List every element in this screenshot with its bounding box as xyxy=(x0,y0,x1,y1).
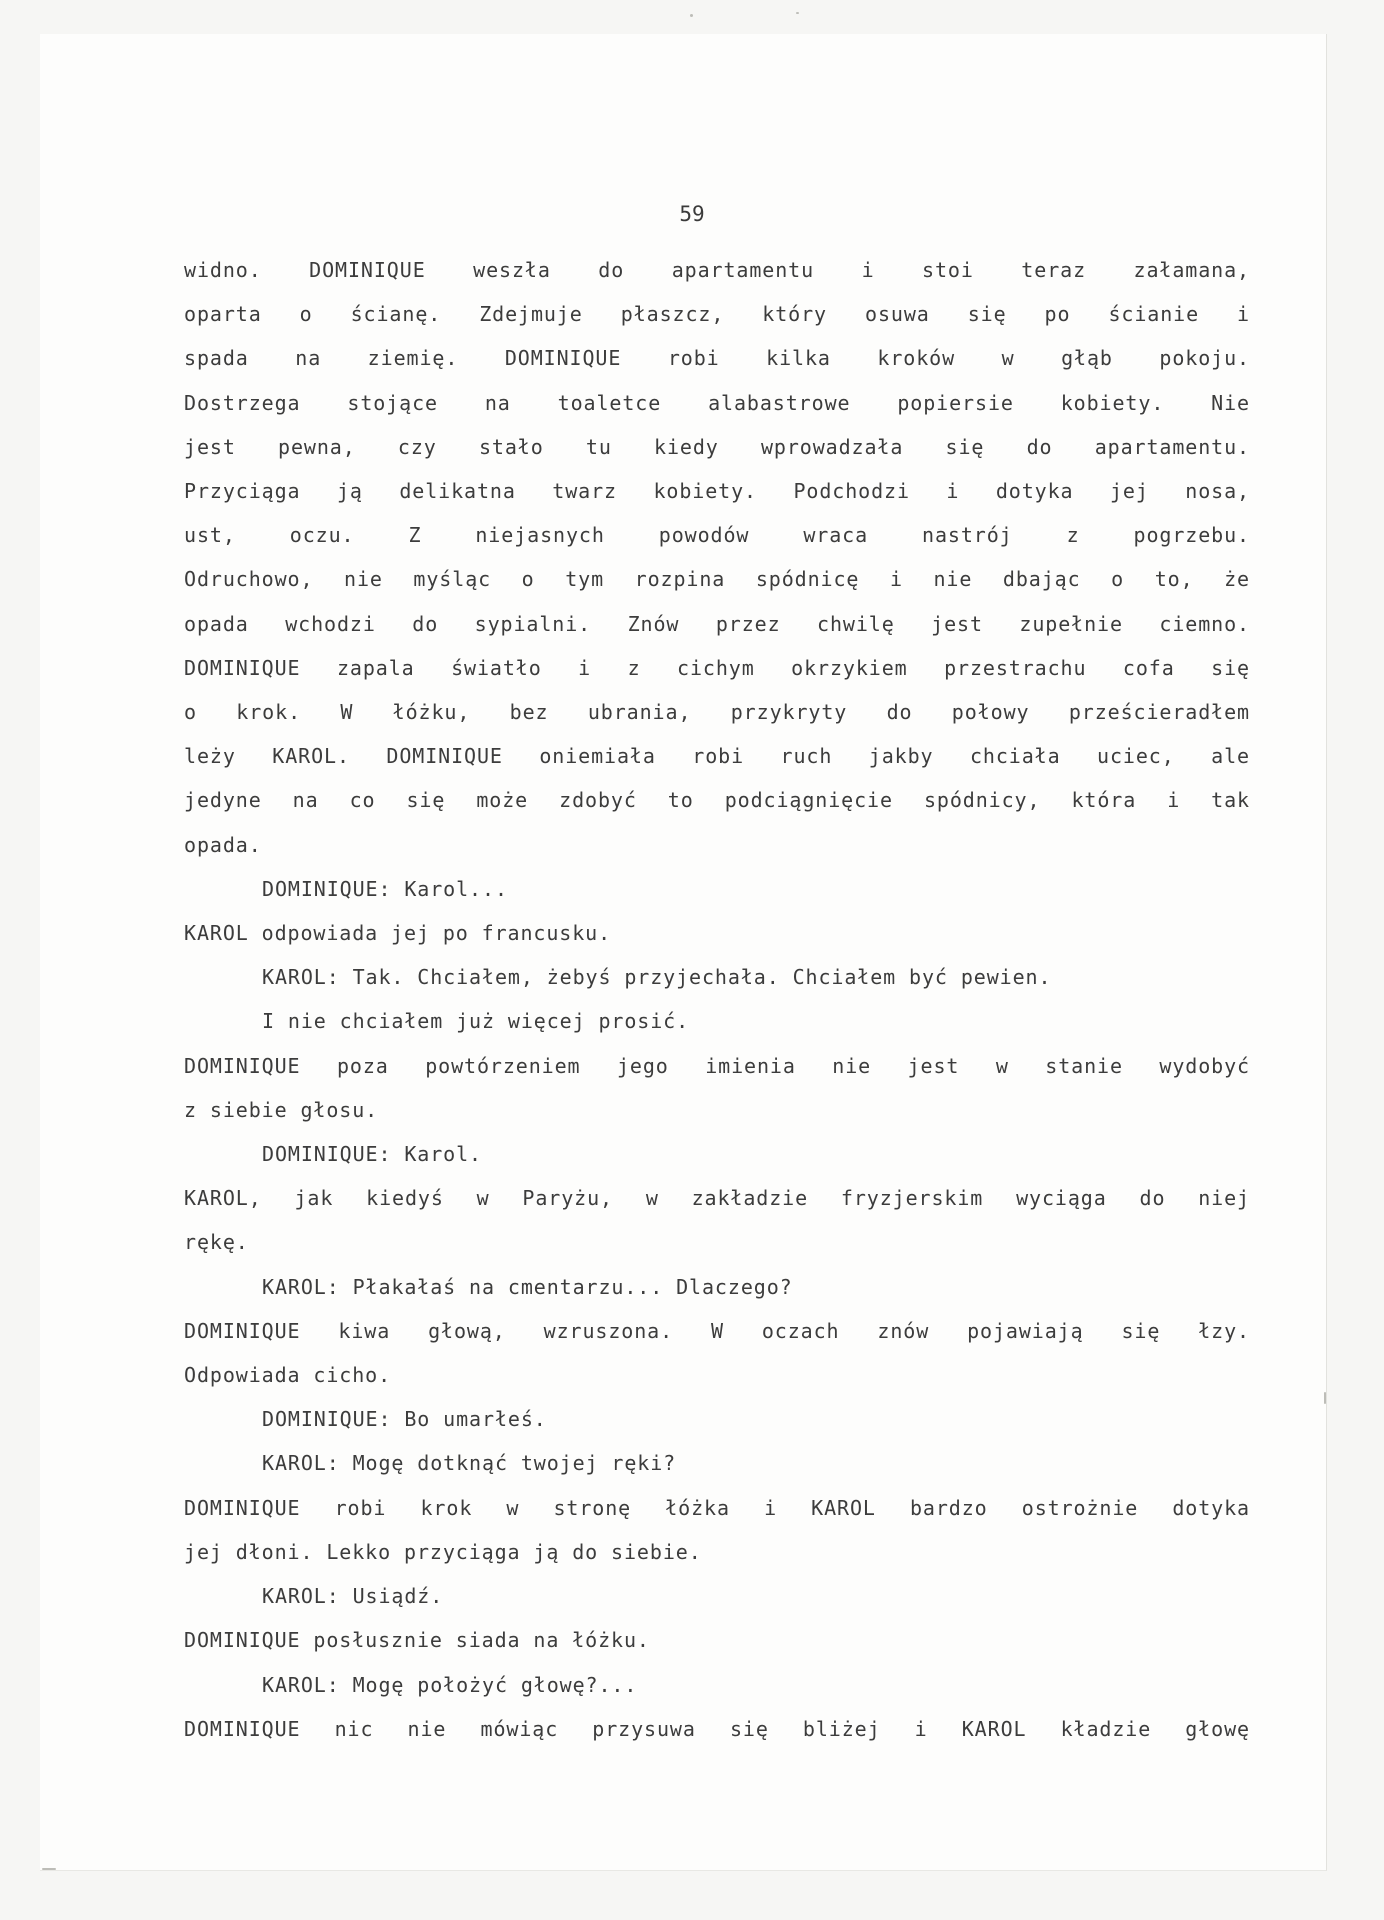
scan-speck xyxy=(796,12,799,14)
dialogue-line: KAROL: Płakałaś na cmentarzu... Dlaczego? xyxy=(262,1274,793,1299)
text-line: Odruchowo, nie myśląc o tym rozpina spódnicę i nie dbając o to, że xyxy=(184,567,1250,592)
dialogue-line: DOMINIQUE: Karol. xyxy=(262,1142,482,1167)
text-line: oparta o ścianę. Zdejmuje płaszcz, który osuwa się po ścianie i xyxy=(184,302,1250,327)
dialogue-line: KAROL: Mogę położyć głowę?... xyxy=(262,1672,638,1697)
text-line: opada. xyxy=(184,832,262,857)
scan-speck xyxy=(42,1868,56,1870)
text-line: DOMINIQUE kiwa głową, wzruszona. W oczach znów pojawiają się łzy. xyxy=(184,1318,1250,1343)
text-line: z siebie głosu. xyxy=(184,1097,379,1122)
text-line: opada wchodzi do sypialni. Znów przez chwilę jest zupełnie ciemno. xyxy=(184,611,1250,636)
dialogue-line: DOMINIQUE: Bo umarłeś. xyxy=(262,1407,547,1432)
page-number: 59 xyxy=(679,202,705,226)
text-line: DOMINIQUE robi krok w stronę łóżka i KAROL bardzo ostrożnie dotyka xyxy=(184,1495,1250,1520)
text-line: Odpowiada cicho. xyxy=(184,1363,392,1388)
text-line: DOMINIQUE zapala światło i z cichym okrzykiem przestrachu cofa się xyxy=(184,655,1250,680)
text-line: jest pewna, czy stało tu kiedy wprowadzała się do apartamentu. xyxy=(184,434,1250,459)
text-line: KAROL odpowiada jej po francusku. xyxy=(184,921,612,946)
script-body-text xyxy=(184,248,1250,1751)
dialogue-line: KAROL: Mogę dotknąć twojej ręki? xyxy=(262,1451,677,1476)
scan-speck xyxy=(1324,1392,1326,1404)
text-line: I nie chciałem już więcej prosić. xyxy=(262,1009,690,1034)
dialogue-line: DOMINIQUE: Karol... xyxy=(262,876,508,901)
text-line: DOMINIQUE poza powtórzeniem jego imienia nie jest w stanie wydobyć xyxy=(184,1053,1250,1078)
text-line: rękę. xyxy=(184,1230,249,1255)
scan-speck xyxy=(690,14,693,17)
dialogue-line: KAROL: Tak. Chciałem, żebyś przyjechała. Chciałem być pewien. xyxy=(262,965,1052,990)
text-line: DOMINIQUE nic nie mówiąc przysuwa się bliżej i KAROL kładzie głowę xyxy=(184,1716,1250,1741)
text-line: DOMINIQUE posłusznie siada na łóżku. xyxy=(184,1628,650,1653)
text-line: jej dłoni. Lekko przyciąga ją do siebie. xyxy=(184,1539,702,1564)
dialogue-line: KAROL: Usiądź. xyxy=(262,1584,444,1609)
text-line: widno. DOMINIQUE weszła do apartamentu i stoi teraz załamana, xyxy=(184,258,1250,282)
text-line: jedyne na co się może zdobyć to podciągnięcie spódnicy, która i tak xyxy=(184,788,1250,813)
text-line: o krok. W łóżku, bez ubrania, przykryty do połowy prześcieradłem xyxy=(184,700,1250,725)
text-line: spada na ziemię. DOMINIQUE robi kilka kroków w głąb pokoju. xyxy=(184,346,1250,371)
text-line: leży KAROL. DOMINIQUE oniemiała robi ruch jakby chciała uciec, ale xyxy=(184,744,1250,769)
text-line: KAROL, jak kiedyś w Paryżu, w zakładzie fryzjerskim wyciąga do niej xyxy=(184,1186,1250,1211)
text-line: Przyciąga ją delikatna twarz kobiety. Podchodzi i dotyka jej nosa, xyxy=(184,479,1250,504)
text-line: Dostrzega stojące na toaletce alabastrowe popiersie kobiety. Nie xyxy=(184,390,1250,415)
text-line: ust, oczu. Z niejasnych powodów wraca nastrój z pogrzebu. xyxy=(184,523,1250,548)
